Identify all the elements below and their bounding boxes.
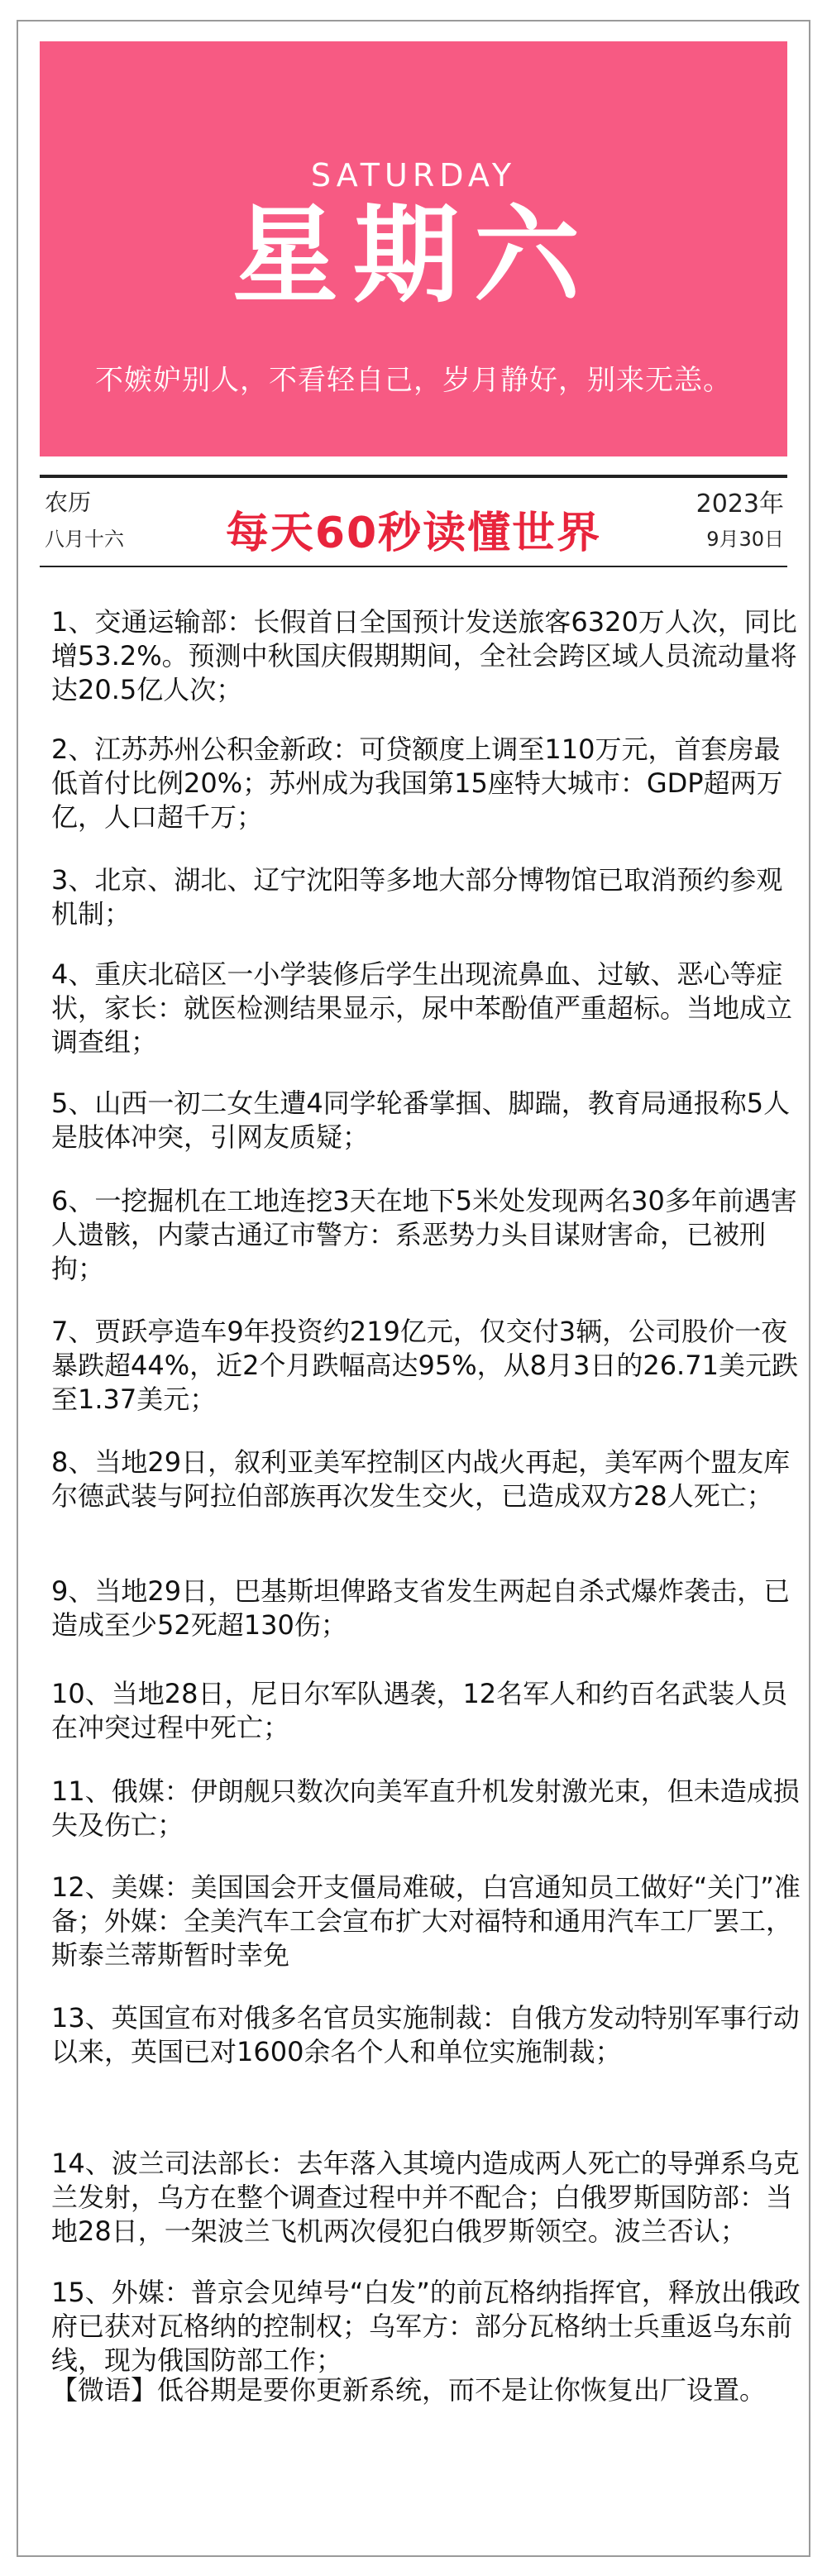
page-title: 每天60秒读懂世界 bbox=[225, 509, 602, 558]
weekday-chinese: 星期六 bbox=[232, 194, 595, 318]
weekday-english: SATURDAY bbox=[310, 157, 517, 194]
news-item-1: 1、交通运输部：长假首日全国预计发送旅客6320万人次，同比增53.2%。预测中秋国庆假期期间，全社会跨区域人员流动量将达20.5亿人次； bbox=[51, 606, 797, 705]
news-item-14: 14、波兰司法部长：去年落入其境内造成两人死亡的导弹系乌克兰发射，乌方在整个调查过程中并不配合；白俄罗斯国防部：当地28日，一架波兰飞机两次侵犯白俄罗斯领空。波兰否认； bbox=[51, 2148, 800, 2247]
news-item-15: 15、外媒：普京会见绰号“白发”的前瓦格纳指挥官，释放出俄政府已获对瓦格纳的控制权；乌军方：部分瓦格纳士兵重返乌东前线，现为俄国防部工作； bbox=[51, 2277, 801, 2376]
news-item-12: 12、美媒：美国国会开支僵局难破，白宫通知员工做好“关门”准备；外媒：全美汽车工会宣布扩大对福特和通用汽车工厂罢工，斯泰兰蒂斯暂时幸免 bbox=[51, 1871, 801, 1971]
news-item-3: 3、北京、湖北、辽宁沈阳等多地大部分博物馆已取消预约参观机制； bbox=[51, 864, 783, 930]
news-item-11: 11、俄媒：伊朗舰只数次向美军直升机发射激光束，但未造成损失及伤亡； bbox=[51, 1775, 800, 1841]
news-item-9: 9、当地29日，巴基斯坦俾路支省发生两起自杀式爆炸袭击，已造成至少52死超130伤； bbox=[51, 1575, 791, 1641]
lunar-label: 农历 bbox=[45, 489, 92, 516]
daily-slogan: 不嫉妒别人，不看轻自己，岁月静好，别来无恙。 bbox=[95, 364, 732, 397]
news-item-8: 8、当地29日，叙利亚美军控制区内战火再起，美军两个盟友库尔德武装与阿拉伯部族再次发生交火，已造成双方28人死亡； bbox=[51, 1446, 791, 1512]
news-item-5: 5、山西一初二女生遭4同学轮番掌掴、脚踹，教育局通报称5人是肢体冲突，引网友质疑； bbox=[51, 1087, 791, 1153]
day-banner bbox=[40, 41, 787, 456]
lunar-date: 八月十六 bbox=[45, 528, 124, 551]
weiyu-quote: 【微语】低谷期是要你更新系统，而不是让你恢复出厂设置。 bbox=[51, 2374, 767, 2406]
news-item-7: 7、贾跃亭造车9年投资约219亿元，仅交付3辆，公司股价一夜暴跌超44%，近2个月跌幅高达95%，从8月3日的26.71美元跌至1.37美元； bbox=[51, 1316, 798, 1415]
header-divider-top bbox=[40, 475, 787, 478]
news-item-2: 2、江苏苏州公积金新政：可贷额度上调至110万元，首套房最低首付比例20%；苏州成为我国第15座特大城市：GDP超两万亿，人口超千万； bbox=[51, 734, 783, 833]
news-item-13: 13、英国宣布对俄多名官员实施制裁：自俄方发动特别军事行动以来，英国已对1600余名个人和单位实施制裁； bbox=[51, 2002, 800, 2067]
year-label: 2023年 bbox=[696, 490, 784, 519]
date-label: 9月30日 bbox=[706, 528, 784, 551]
header-divider-bottom bbox=[40, 566, 787, 567]
news-item-10: 10、当地28日，尼日尔军队遇袭，12名军人和约百名武装人员在冲突过程中死亡； bbox=[51, 1678, 788, 1743]
news-item-4: 4、重庆北碚区一小学装修后学生出现流鼻血、过敏、恶心等症状，家长：就医检测结果显示，尿中苯酚值严重超标。当地成立调查组； bbox=[51, 958, 793, 1058]
news-item-6: 6、一挖掘机在工地连挖3天在地下5米处发现两名30多年前遇害人遗骸，内蒙古通辽市警方：系恶势力头目谋财害命，已被刑拘； bbox=[51, 1185, 797, 1284]
